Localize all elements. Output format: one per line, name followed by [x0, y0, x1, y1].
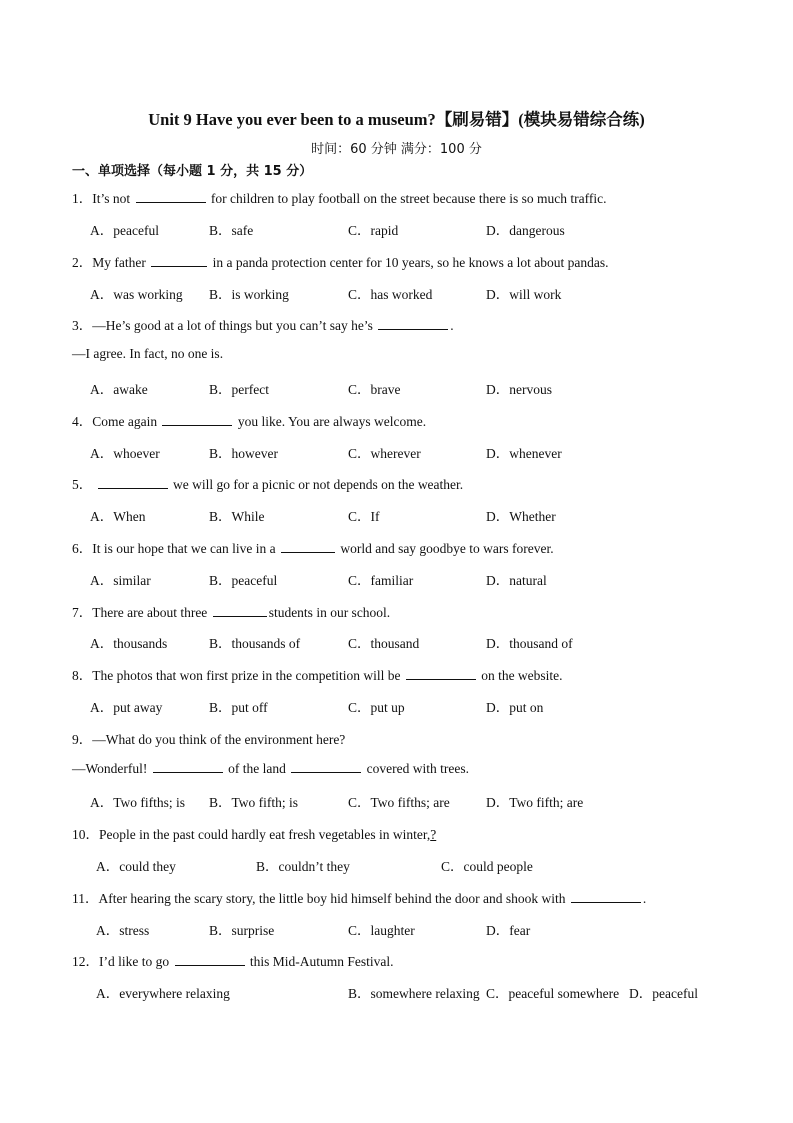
question-3-reply: —I agree. In fact, no one is.: [72, 346, 224, 361]
question-8: [72, 664, 563, 684]
question-text: The photos that won first prize in the competition will be: [92, 668, 401, 683]
option-a: A．When: [90, 509, 146, 524]
question-2: [72, 251, 609, 271]
answer-blank: [153, 760, 223, 773]
question-11: [72, 887, 646, 907]
option-c: C．laughter: [348, 923, 415, 938]
answer-blank: [571, 890, 641, 903]
option-c: C．put up: [348, 700, 405, 715]
question-3: [72, 314, 454, 334]
question-number: 1．: [72, 191, 93, 206]
option-c: C．rapid: [348, 223, 399, 238]
option-d: D．will work: [486, 287, 562, 302]
option-c: C．Two fifths; are: [348, 795, 450, 810]
question-10: [72, 823, 436, 843]
question-text: —He’s good at a lot of things but you can’t say he’s: [92, 318, 373, 333]
question-text: My father: [92, 255, 146, 270]
question-text: After hearing the scary story, the little boy hid himself behind the door and shook with: [98, 891, 566, 906]
question-text: in a panda protection center for 10 years, so he knows a lot about pandas.: [212, 255, 609, 270]
question-number: 11．: [72, 891, 99, 906]
reply-text: covered with trees.: [366, 761, 469, 776]
option-a: A．awake: [90, 382, 148, 397]
question-number: 10．: [72, 827, 99, 842]
question-number: 7．: [72, 605, 93, 620]
option-a: A．put away: [90, 700, 163, 715]
exam-info: 时间：60 分钟 满分：100 分: [311, 142, 482, 157]
question-text: for children to play football on the street because there is so much traffic.: [210, 191, 607, 206]
question-number: 3．: [72, 318, 93, 333]
question-text: .: [642, 891, 647, 906]
question-1: [72, 187, 607, 207]
option-b: B．While: [209, 509, 265, 524]
option-b: B．is working: [209, 287, 289, 302]
question-text: It’s not: [92, 191, 131, 206]
option-b: B．perfect: [209, 382, 269, 397]
answer-blank: [291, 760, 361, 773]
question-7: [72, 601, 390, 621]
question-text: this Mid-Autumn Festival.: [249, 954, 394, 969]
option-b: B．peaceful: [209, 573, 278, 588]
answer-blank: [136, 190, 206, 203]
option-b: B．Two fifth; is: [209, 795, 299, 810]
question-text: we will go for a picnic or not depends on the weather.: [173, 477, 464, 492]
question-12: [72, 950, 394, 970]
question-6: [72, 537, 554, 557]
option-b: B．somewhere relaxing: [348, 986, 480, 1001]
question-text: world and say goodbye to wars forever.: [340, 541, 554, 556]
question-text: on the website.: [481, 668, 563, 683]
option-b: B．however: [209, 446, 278, 461]
option-b: B．surprise: [209, 923, 275, 938]
option-d: D．natural: [486, 573, 547, 588]
answer-blank: [162, 413, 232, 426]
question-text: It is our hope that we can live in a: [92, 541, 276, 556]
question-text: .: [450, 318, 454, 333]
question-text: ?: [430, 827, 437, 842]
option-c: C．familiar: [348, 573, 414, 588]
reply-text: of the land: [228, 761, 286, 776]
question-number: 4．: [72, 414, 93, 429]
question-text: you like. You are always welcome.: [237, 414, 427, 429]
question-number: 9．: [72, 732, 93, 747]
option-c: C．If: [348, 509, 380, 524]
option-a: A．similar: [90, 573, 151, 588]
question-number: 2．: [72, 255, 93, 270]
question-5: [72, 473, 463, 493]
answer-blank: [281, 540, 335, 553]
document-title: Unit 9 Have you ever been to a museum?【刷易错】(模块易错综合练): [148, 110, 645, 129]
question-text: I’d like to go: [99, 954, 170, 969]
option-a: A．could they: [96, 859, 176, 874]
question-text: People in the past could hardly eat fresh vegetables in winter,: [99, 827, 431, 842]
option-c: C．could people: [441, 859, 533, 874]
option-a: A．stress: [96, 923, 150, 938]
answer-blank: [175, 953, 245, 966]
question-text: —What do you think of the environment here?: [92, 732, 346, 747]
option-b: B．safe: [209, 223, 254, 238]
question-number: 8．: [72, 668, 93, 683]
option-c: C．has worked: [348, 287, 433, 302]
option-d: D．Two fifth; are: [486, 795, 584, 810]
answer-blank: [406, 667, 476, 680]
question-9-reply: [72, 760, 469, 777]
question-number: 12．: [72, 954, 99, 969]
option-b: B．thousands of: [209, 636, 301, 651]
option-d: D．Whether: [486, 509, 556, 524]
question-number: 5．: [72, 477, 93, 492]
option-a: A．thousands: [90, 636, 168, 651]
option-d: D．peaceful: [629, 986, 698, 1001]
option-c: C．thousand: [348, 636, 420, 651]
option-d: D．dangerous: [486, 223, 565, 238]
option-b: B．couldn’t they: [256, 859, 350, 874]
question-number: 6．: [72, 541, 93, 556]
option-d: D．whenever: [486, 446, 562, 461]
question-4: [72, 410, 426, 430]
option-b: B．put off: [209, 700, 268, 715]
question-text: students in our school.: [268, 605, 391, 620]
option-a: A．whoever: [90, 446, 160, 461]
option-a: A．peaceful: [90, 223, 159, 238]
question-9: [72, 728, 345, 748]
option-d: D．fear: [486, 923, 531, 938]
question-text: There are about three: [92, 605, 208, 620]
answer-blank: [98, 476, 168, 489]
option-a: A．Two fifths; is: [90, 795, 186, 810]
option-a: A．everywhere relaxing: [96, 986, 230, 1001]
reply-text: —Wonderful!: [72, 761, 148, 776]
answer-blank: [213, 604, 267, 617]
answer-blank: [378, 317, 448, 330]
section-heading: 一、单项选择（每小题 1 分，共 15 分）: [72, 164, 313, 179]
answer-blank: [151, 254, 207, 267]
option-c: C．brave: [348, 382, 401, 397]
question-text: Come again: [92, 414, 158, 429]
option-c: C．peaceful somewhere: [486, 986, 620, 1001]
option-c: C．wherever: [348, 446, 421, 461]
option-a: A．was working: [90, 287, 183, 302]
option-d: D．nervous: [486, 382, 552, 397]
option-d: D．put on: [486, 700, 544, 715]
option-d: D．thousand of: [486, 636, 573, 651]
